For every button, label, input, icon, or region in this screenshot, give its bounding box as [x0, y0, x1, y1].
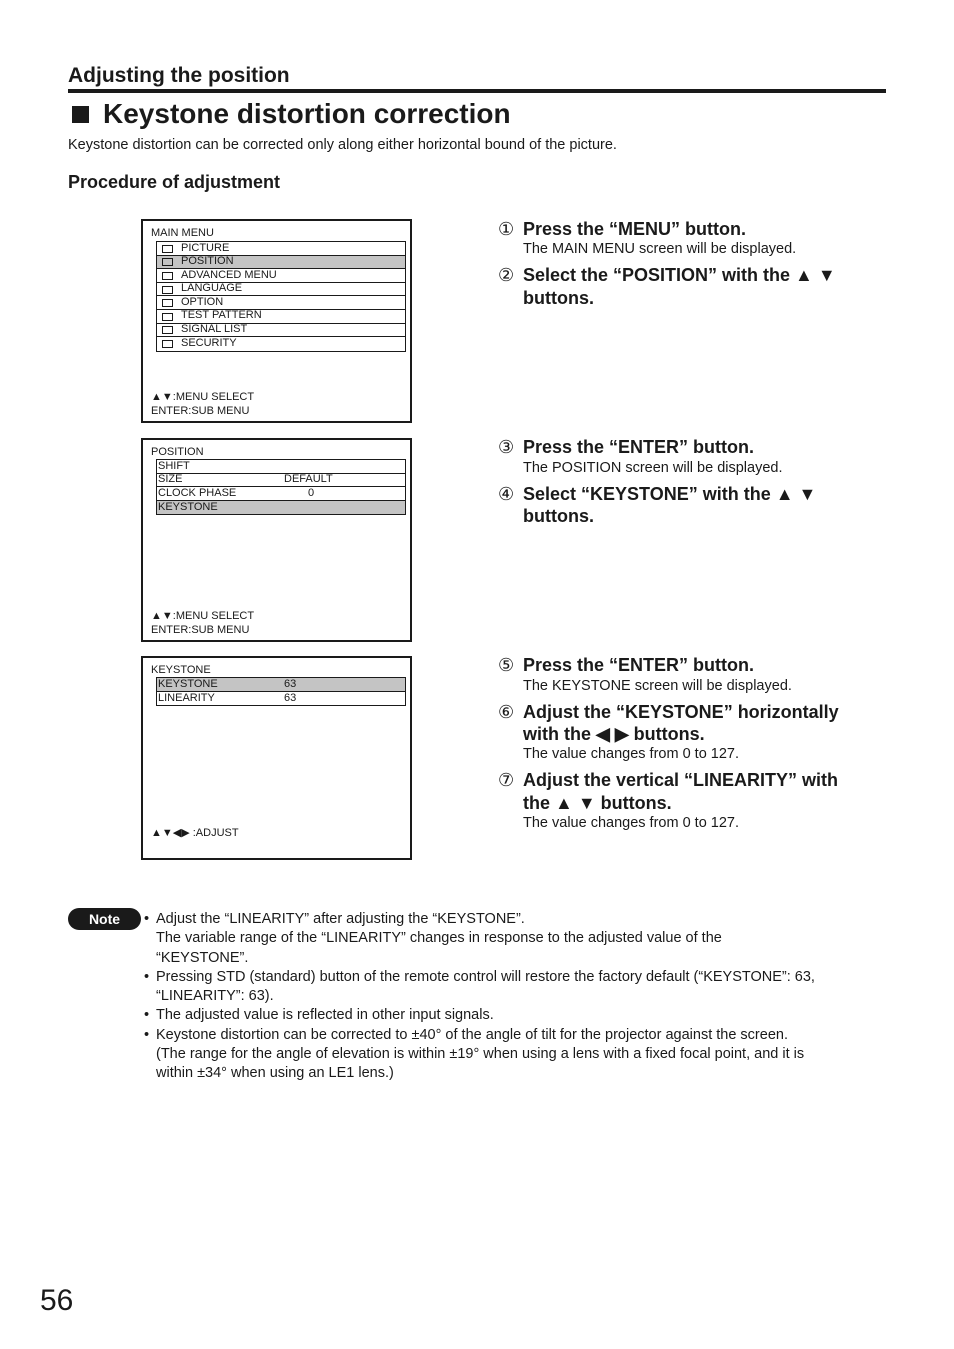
- note-item: • The adjusted value is reflected in other input signals.: [144, 1006, 890, 1025]
- section-rule: [68, 89, 886, 93]
- page-number: 56: [40, 1284, 74, 1317]
- step-7-sub: The value changes from 0 to 127.: [523, 815, 740, 831]
- screen-footer: ▲▼◀▶ :ADJUST: [151, 827, 239, 839]
- main-title-text: Keystone distortion correction: [103, 98, 511, 129]
- note-list: [144, 910, 890, 1084]
- menu-item-clock-phase[interactable]: CLOCK PHASE 0: [157, 487, 405, 501]
- note-item: • Adjust the “LINEARITY” after adjusting the “KEYSTONE”. The variable range of the “LINEARITY” changes in response to the adjusted value of the “KEYSTONE”.: [144, 910, 890, 968]
- screen-title: MAIN MENU: [151, 227, 214, 239]
- security-icon: [161, 339, 173, 348]
- note-badge: Note: [68, 908, 141, 930]
- main-menu-screen: [141, 219, 412, 423]
- step-5-sub: The KEYSTONE screen will be displayed.: [523, 678, 792, 694]
- main-menu-list: [156, 241, 406, 352]
- step-5: ⑤ Press the “ENTER” button.: [498, 655, 755, 675]
- position-screen: [141, 438, 412, 642]
- step-7: ⑦ Adjust the vertical “LINEARITY” with: [498, 770, 839, 790]
- step-4-line2: buttons.: [523, 506, 594, 526]
- menu-item-picture[interactable]: PICTURE: [157, 242, 405, 256]
- step-2-line2: buttons.: [523, 288, 594, 308]
- intro-text: Keystone distortion can be corrected only along either horizontal bound of the picture.: [68, 137, 617, 153]
- step-6-sub: The value changes from 0 to 127.: [523, 746, 740, 762]
- keystone-screen: [141, 656, 412, 860]
- step-3-sub: The POSITION screen will be displayed.: [523, 460, 783, 476]
- menu-item-option[interactable]: OPTION: [157, 296, 405, 310]
- step-4: ④ Select “KEYSTONE” with the ▲ ▼: [498, 484, 817, 504]
- menu-item-keystone[interactable]: KEYSTONE: [157, 501, 405, 515]
- menu-item-language[interactable]: LANGUAGE: [157, 283, 405, 297]
- menu-item-shift[interactable]: SHIFT: [157, 460, 405, 474]
- position-icon: [161, 257, 173, 266]
- option-icon: [161, 298, 173, 307]
- procedure-heading: Procedure of adjustment: [68, 172, 281, 192]
- menu-item-linearity[interactable]: LINEARITY 63: [158, 691, 297, 704]
- test-pattern-icon: [161, 312, 173, 321]
- step-2: ② Select the “POSITION” with the ▲ ▼: [498, 265, 836, 285]
- main-title: [68, 98, 511, 130]
- section-title: Adjusting the position: [68, 64, 290, 87]
- screen-footer: ▲▼:MENU SELECT ENTER:SUB MENU: [151, 610, 255, 636]
- menu-item-size[interactable]: SIZE DEFAULT: [157, 474, 405, 488]
- screen-title: KEYSTONE: [151, 664, 211, 676]
- position-menu-list: [156, 459, 406, 515]
- square-bullet-icon: [72, 106, 89, 123]
- step-6-line2: with the ◀ ▶ buttons.: [523, 724, 705, 744]
- menu-item-test-pattern[interactable]: TEST PATTERN: [157, 310, 405, 324]
- step-6: ⑥ Adjust the “KEYSTONE” horizontally: [498, 702, 839, 722]
- screen-footer: ▲▼:MENU SELECT ENTER:SUB MENU: [151, 391, 255, 417]
- menu-item-position[interactable]: POSITION: [157, 256, 405, 270]
- screen-title: POSITION: [151, 446, 204, 458]
- menu-item-security[interactable]: SECURITY: [157, 337, 405, 351]
- step-3: ③ Press the “ENTER” button.: [498, 437, 755, 457]
- step-7-line2: the ▲ ▼ buttons.: [523, 793, 672, 813]
- menu-item-advanced-menu[interactable]: ADVANCED MENU: [157, 269, 405, 283]
- signal-list-icon: [161, 325, 173, 334]
- advanced-menu-icon: [161, 271, 173, 280]
- step-1: ① Press the “MENU” button.: [498, 219, 747, 239]
- step-1-sub: The MAIN MENU screen will be displayed.: [523, 241, 797, 257]
- language-icon: [161, 285, 173, 294]
- menu-item-keystone[interactable]: KEYSTONE 63: [157, 678, 405, 692]
- picture-icon: [161, 244, 173, 253]
- note-item: • Pressing STD (standard) button of the remote control will restore the factory default (“KEYSTONE”: 63, “LINEARITY”: 63).: [144, 968, 890, 1007]
- menu-item-signal-list[interactable]: SIGNAL LIST: [157, 324, 405, 338]
- note-item: • Keystone distortion can be corrected to ±40° of the angle of tilt for the projector against the screen. (The range for the angle of elevation is within ±19° when using a lens with a fixed focal point, and it is within ±34° when using an LE1 lens.): [144, 1026, 890, 1084]
- keystone-menu-list: [156, 677, 406, 706]
